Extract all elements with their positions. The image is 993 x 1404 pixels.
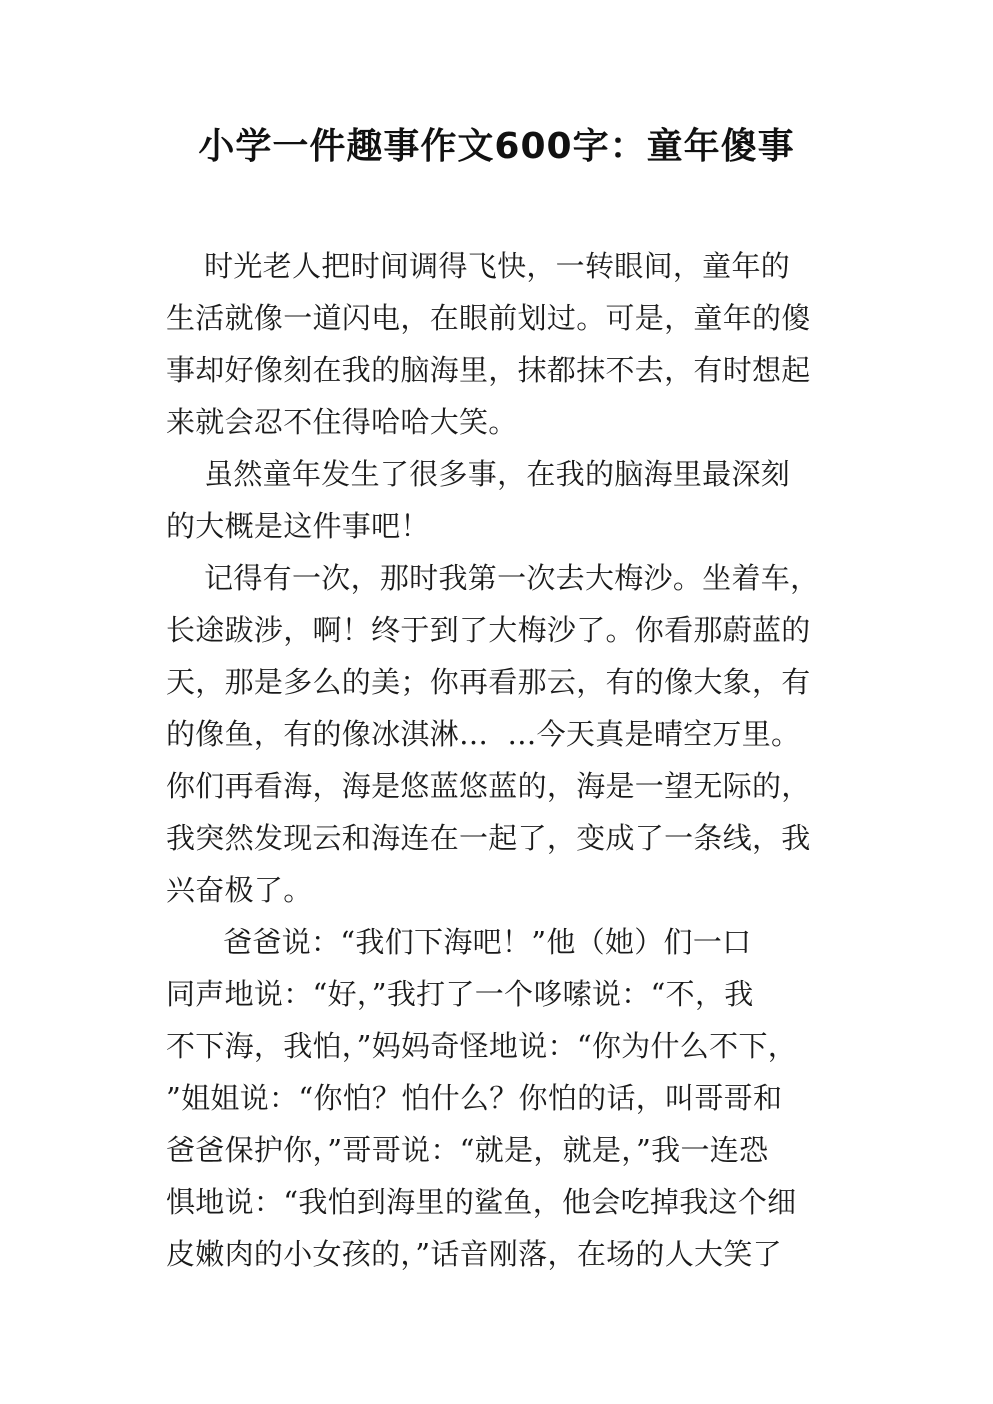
text-line: 生活就像一道闪电，在眼前划过。可是，童年的傻 [166, 301, 811, 335]
text-line: 天，那是多么的美；你再看那云，有的像大象，有 [166, 665, 811, 699]
text-line: 你们再看海，海是悠蓝悠蓝的，海是一望无际的， [166, 769, 811, 803]
text-line: 兴奋极了。 [166, 873, 313, 907]
text-line: 爸爸保护你，”哥哥说：“就是，就是，”我一连恐 [166, 1133, 769, 1167]
text-line: 时光老人把时间调得飞快，一转眼间，童年的 [166, 249, 791, 283]
text-line: 的大概是这件事吧！ [166, 509, 430, 543]
text-line: 虽然童年发生了很多事，在我的脑海里最深刻 [166, 457, 791, 491]
text-line: 我突然发现云和海连在一起了，变成了一条线，我 [166, 821, 811, 855]
text-line: 来就会忍不住得哈哈大笑。 [166, 405, 518, 439]
text-line: 不下海，我怕，”妈妈奇怪地说：“你为什么不下， [166, 1029, 798, 1063]
document-body [166, 240, 846, 1280]
document-title: 小学一件趣事作文600字：童年傻事 [198, 126, 795, 167]
text-line: 事却好像刻在我的脑海里，抹都抹不去，有时想起 [166, 353, 811, 387]
text-line: 长途跋涉，啊！终于到了大梅沙了。你看那蔚蓝的 [166, 613, 811, 647]
text-line: 皮嫩肉的小女孩的，”话音刚落，在场的人大笑了 [166, 1237, 782, 1271]
text-line: 惧地说：“我怕到海里的鲨鱼，他会吃掉我这个细 [166, 1185, 797, 1219]
text-line: ”姐姐说：“你怕？怕什么？你怕的话，叫哥哥和 [166, 1081, 783, 1115]
text-line: 的像鱼，有的像冰淇淋… …今天真是晴空万里。 [166, 717, 801, 751]
text-line: 同声地说：“好，”我打了一个哆嗦说：“不，我 [166, 977, 754, 1011]
text-line: 爸爸说：“我们下海吧！”他（她）们一口 [166, 925, 752, 959]
text-line: 记得有一次，那时我第一次去大梅沙。坐着车， [166, 561, 820, 595]
